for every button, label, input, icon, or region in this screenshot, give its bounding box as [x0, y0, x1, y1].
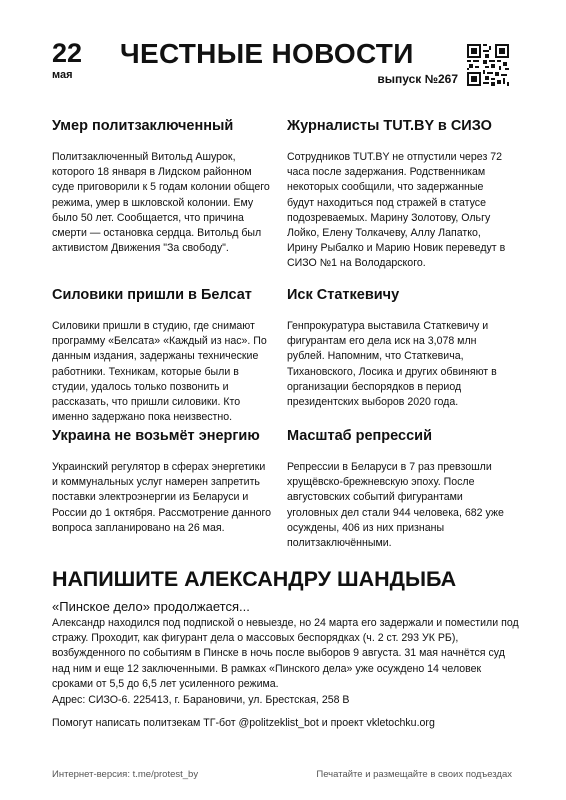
- issue-day: 22: [52, 38, 83, 68]
- article-2: [287, 118, 507, 272]
- article-title: Масштаб репрессий: [287, 428, 432, 444]
- article-title: Силовики пришли в Белсат: [52, 287, 252, 303]
- footer-print-note: Печатайте и размещайте в своих подъездах: [316, 769, 512, 780]
- letter-title: НАПИШИТЕ АЛЕКСАНДРУ ШАНДЫБА: [52, 567, 457, 591]
- issue-number: выпуск №267: [377, 72, 458, 86]
- article-6: [287, 428, 507, 551]
- article-5: [52, 428, 272, 536]
- article-title: Иск Статкевичу: [287, 287, 400, 303]
- article-title: Журналисты TUT.BY в СИЗО: [287, 118, 492, 134]
- help-note: Помогут написать политзекам ТГ-бот @politzeklist_bot и проект vkletochku.org: [52, 717, 435, 729]
- article-body: Украинский регулятор в сферах энергетики и коммунальных услуг намерен запретить поставки электроэнергии из Беларуси и России до 1 октября. Рассмотрение данного вопроса запланировано на 26 мая.: [52, 461, 271, 534]
- footer-online-version: Интернет-версия: t.me/protest_by: [52, 769, 199, 780]
- article-title: Умер политзаключенный: [52, 118, 234, 134]
- article-3: [52, 287, 272, 425]
- article-body: Генпрокуратура выставила Статкевичу и фигурантам его дела иск на 3,078 млн рублей. Напомним, что Статкевича, Тихановского, Лосика и других обвиняют в организации беспорядков в период президентских выборов 2020 года.: [287, 320, 497, 409]
- article-1: [52, 118, 272, 256]
- qr-code-icon: [467, 44, 509, 86]
- article-body: Репрессии в Беларуси в 7 раз превзошли хрущёвско-брежневскую эпоху. После августовских событий фигурантами уголовных дел стали 944 человека, 682 уже осуждены, 406 из них признаны политзаключёнными.: [287, 461, 504, 550]
- letter-subtitle: «Пинское дело» продолжается...: [52, 599, 250, 614]
- article-body: Силовики пришли в студию, где снимают программу «Белсата» «Каждый из нас». По данным издания, задержаны технические работники. Техникам, которые были в студии, удалось только позвонить и рассказать, что пришли силовики. Кто именно задержано пока неизвестно.: [52, 320, 267, 424]
- article-body: Сотрудников TUT.BY не отпустили через 72 часа после задержания. Родственникам некоторых сообщили, что задержанные будут находиться под стражей в статусе подозреваемых. Марину Золотову, Ольгу Лойко, Елену Толкачеву, Аллу Лапатко, Ирину Рыбалко и Марию Новик переведут в СИЗО №1 на Володарского.: [287, 151, 506, 270]
- article-4: [287, 287, 507, 410]
- masthead-title: ЧЕСТНЫЕ НОВОСТИ: [120, 38, 414, 69]
- article-body: Политзаключенный Витольд Ашурок, которого 18 января в Лидском районном суде приговорили к 5 годам колонии общего режима, умер в шкловской колонии. Ему было 50 лет. Сообщается, что причина смерти — остановка сердца. Витольд был активистом Движения "За свободу".: [52, 151, 270, 255]
- prison-address: Адрес: СИЗО-6. 225413, г. Барановичи, ул. Брестская, 258 В: [52, 694, 350, 706]
- article-title: Украина не возьмёт энергию: [52, 428, 260, 444]
- letter-body: Александр находился под подпиской о невыезде, но 24 марта его задержали и поместили под стражу. Проходит, как фигурант дела о массовых беспорядках (ч. 2 ст. 293 УК РБ), возбужденного по событиям в Пинске в ночь после выборов 9 августа. 31 мая начнётся суд над ним и еще 12 заключенными. В рамках «Пинского дела» уже осуждено 14 человек сроками от 5,5 до 6,5 лет усиленного режима.: [52, 617, 519, 690]
- issue-month: мая: [52, 69, 73, 81]
